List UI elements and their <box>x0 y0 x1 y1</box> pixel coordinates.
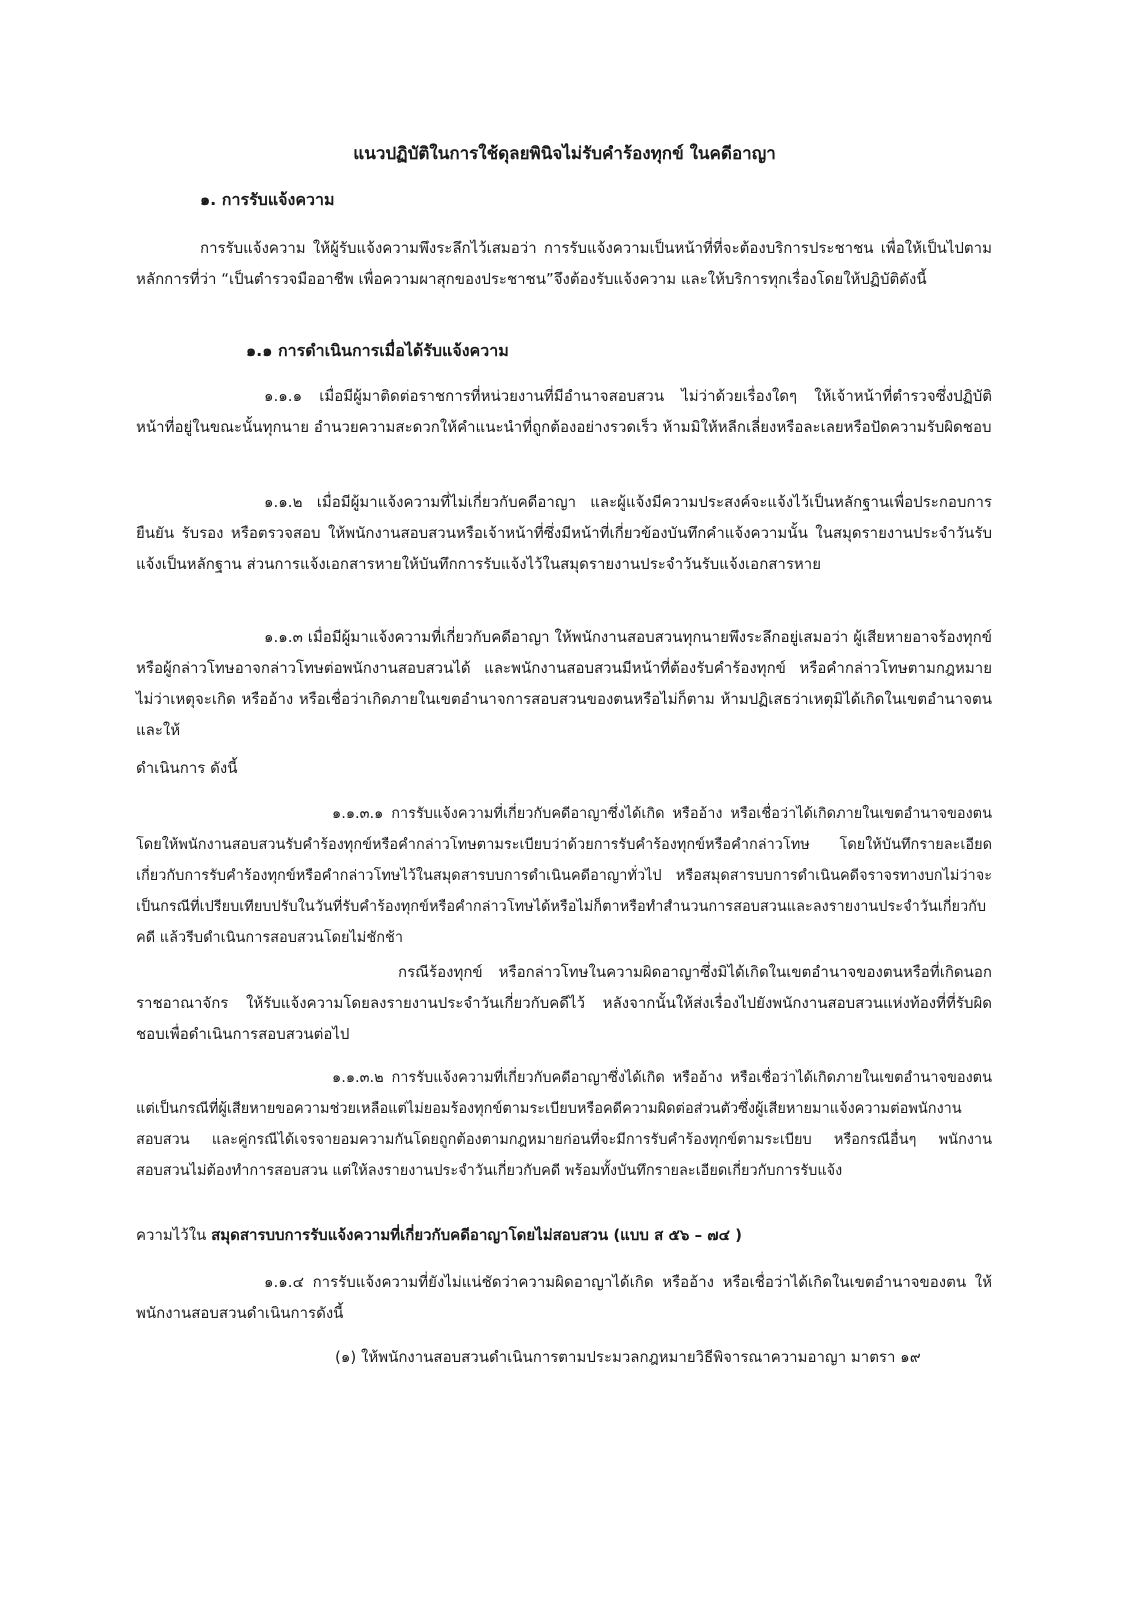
paragraph-1-1-1: ๑.๑.๑ เมื่อมีผู้มาติดต่อราชการที่หน่วยงานที่มีอำนาจสอบสวน ไม่ว่าด้วยเรื่องใดๆ ให้เจ้าหน้าที่ตำรวจซึ่งปฏิบัติหน้าที่อยู่ในขณะนั้นทุกนาย อำนวยความสะดวกให้คำแนะนำที่ถูกต้องอย่างรวดเร็ว ห้ามมิให้หลีกเลี่ยงหรือละเลยหรือปัดความรับผิดชอบ <box>136 387 992 436</box>
paragraph-1-1-4: ๑.๑.๔ การรับแจ้งความที่ยังไม่แน่ชัดว่าความผิดอาญาได้เกิด หรืออ้าง หรือเชื่อว่าได้เกิดในเขตอำนาจของตน ให้พนักงานสอบสวนดำเนินการดังนี้ <box>136 1273 992 1322</box>
ledger-paragraph <box>136 1223 742 1247</box>
paragraph-1-1-3-2: ๑.๑.๓.๒ การรับแจ้งความที่เกี่ยวกับคดีอาญาซึ่งได้เกิด หรืออ้าง หรือเชื่อว่าได้เกิดภายในเขตอำนาจของตนแต่เป็นกรณีที่ผู้เสียหายขอความช่วยเหลือแต่ไม่ยอมร้องทุกข์ตามระเบียบหรือคดีความผิดต่อส่วนตัวซึ่งผู้เสียหายมาแจ้งความต่อพนักงานสอบสวน และคู่กรณีได้เจรจายอมความกันโดยถูกต้องตามกฎหมายก่อนที่จะมีการรับคำร้องทุกข์ตามระเบียบ หรือกรณีอื่นๆ พนักงานสอบสวนไม่ต้องทำการสอบสวน แต่ให้ลงรายงานประจำวันเกี่ยวกับคดี พร้อมทั้งบันทึกรายละเอียดเกี่ยวกับการรับแจ้ง <box>136 1070 992 1179</box>
paragraph-continuation: ดำเนินการ ดังนี้ <box>136 759 238 777</box>
document-title: แนวปฏิบัติในการใช้ดุลยพินิจไม่รับคำร้องทุกข์ ในคดีอาญา <box>353 144 776 164</box>
paragraph-complaint-outside-jurisdiction: กรณีร้องทุกข์ หรือกล่าวโทษในความผิดอาญาซึ่งมิได้เกิดในเขตอำนาจของตนหรือที่เกิดนอกราชอาณาจักร ให้รับแจ้งความโดยลงรายงานประจำวันเกี่ยวกับคดีไว้ หลังจากนั้นให้ส่งเรื่องไปยังพนักงานสอบสวนแห่งท้องที่ที่รับผิดชอบเพื่อดำเนินการสอบสวนต่อไป <box>136 963 992 1043</box>
paragraph-1-1-3: ๑.๑.๓ เมื่อมีผู้มาแจ้งความที่เกี่ยวกับคดีอาญา ให้พนักงานสอบสวนทุกนายพึงระลึกอยู่เสมอว่า ผู้เสียหายอาจร้องทุกข์ หรือผู้กล่าวโทษอาจกล่าวโทษต่อพนักงานสอบสวนได้ และพนักงานสอบสวนมีหน้าที่ต้องรับคำร้องทุกข์ หรือคำกล่าวโทษตามกฎหมาย ไม่ว่าเหตุจะเกิด หรืออ้าง หรือเชื่อว่าเกิดภายในเขตอำนาจการสอบสวนของตนหรือไม่ก็ตาม ห้ามปฏิเสธว่าเหตุมิได้เกิดในเขตอำนาจตน และให้ <box>136 628 992 739</box>
list-item-1: (๑) ให้พนักงานสอบสวนดำเนินการตามประมวลกฎหมายวิธีพิจารณาความอาญา มาตรา ๑๙ <box>335 1348 921 1366</box>
paragraph-1-1-2: ๑.๑.๒ เมื่อมีผู้มาแจ้งความที่ไม่เกี่ยวกับคดีอาญา และผู้แจ้งมีความประสงค์จะแจ้งไว้เป็นหลักฐานเพื่อประกอบการยืนยัน รับรอง หรือตรวจสอบ ให้พนักงานสอบสวนหรือเจ้าหน้าที่ซึ่งมีหน้าที่เกี่ยวข้องบันทึกคำแจ้งความนั้น ในสมุดรายงานประจำวันรับแจ้งเป็นหลักฐาน ส่วนการแจ้งเอกสารหายให้บันทึกการรับแจ้งไว้ในสมุดรายงานประจำวันรับแจ้งเอกสารหาย <box>136 493 992 573</box>
paragraph-1-1-3-1: ๑.๑.๓.๑ การรับแจ้งความที่เกี่ยวกับคดีอาญาซึ่งได้เกิด หรืออ้าง หรือเชื่อว่าได้เกิดภายในเขตอำนาจของตน โดยให้พนักงานสอบสวนรับคำร้องทุกข์หรือคำกล่าวโทษตามระเบียบว่าด้วยการรับคำร้องทุกข์หรือคำกล่าวโทษ โดยให้บันทึกรายละเอียดเกี่ยวกับการรับคำร้องทุกข์หรือคำกล่าวโทษไว้ในสมุดสารบบการดำเนินคดีอาญาทั่วไป หรือสมุดสารบบการดำเนินคดีจราจรทางบกไม่ว่าจะเป็นกรณีที่เปรียบเทียบปรับในวันที่รับคำร้องทุกข์หรือคำกล่าวโทษได้หรือไม่ก็ตาหรือทำสำนวนการสอบสวนและลงรายงานประจำวันเกี่ยวกับคดี แล้วรีบดำเนินการสอบสวนโดยไม่ชักช้า <box>136 806 992 946</box>
ledger-prefix: ความไว้ใน <box>136 1226 212 1244</box>
ledger-form-name: สมุดสารบบการรับแจ้งความที่เกี่ยวกับคดีอาญาโดยไม่สอบสวน (แบบ ส ๕๖ – ๗๔ ) <box>211 1226 743 1244</box>
section-1-heading: ๑. การรับแจ้งความ <box>200 190 335 209</box>
section-1-intro: การรับแจ้งความ ให้ผู้รับแจ้งความพึงระลึกไว้เสมอว่า การรับแจ้งความเป็นหน้าที่ที่จะต้องบริการประชาชน เพื่อให้เป็นไปตามหลักการที่ว่า “เป็นตำรวจมืออาชีพ เพื่อความผาสุกของประชาชน”จึงต้องรับแจ้งความ และให้บริการทุกเรื่องโดยให้ปฏิบัติดังนี้ <box>136 239 992 288</box>
section-1-1-heading: ๑.๑ การดำเนินการเมื่อได้รับแจ้งความ <box>246 341 509 360</box>
